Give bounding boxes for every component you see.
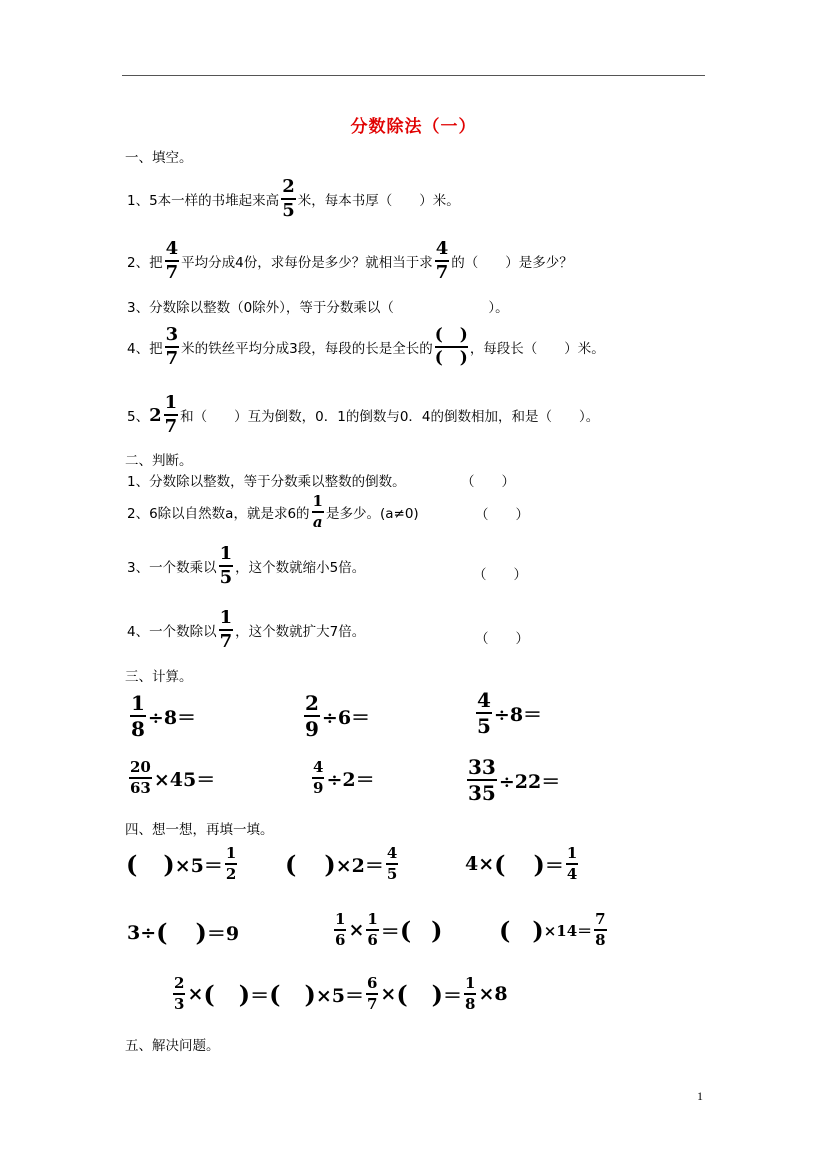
s1-question-4: 4、把 $\frac{3}{7}$ 米的铁丝平均分成3段，每段的长是全长的 $\frac{( )}{( )}$ ，每段长（ ）米。 xyxy=(127,324,605,369)
page-title: 分数除法（一） xyxy=(350,117,477,137)
fraction: $\frac{3}{7}$ xyxy=(165,324,179,369)
section5-heading: 五、解决问题。 xyxy=(125,1038,220,1054)
page-number: 1 xyxy=(697,1089,703,1103)
fraction: $\frac{1}{7}$ xyxy=(219,607,233,652)
fraction: $\frac{1}{a}$ xyxy=(312,492,323,531)
fraction: $\frac{4}{7}$ xyxy=(165,238,179,283)
section3-heading: 三、计算。 xyxy=(125,669,193,685)
fraction: $\frac{4}{7}$ xyxy=(435,238,449,283)
s2-question-3: 3、一个数乘以 $\frac{1}{5}$ ，这个数就缩小5倍。 xyxy=(127,543,366,588)
s1-question-5: 5、 2 $\frac{1}{7}$ 和（ ）互为倒数，0．1的倒数与0．4的倒数相加，和是（ ）。 xyxy=(127,392,600,437)
fraction: $\frac{1}{5}$ xyxy=(219,543,233,588)
s2-question-2: 2、6除以自然数a，就是求6的 $\frac{1}{a}$ 是多少。(a≠0) xyxy=(127,492,419,531)
s2-q4-mark: （ ） xyxy=(475,631,529,647)
blank-fraction: $\frac{( )}{( )}$ xyxy=(434,325,468,368)
fill-3: 4× ( ) ＝ $\frac{1}{4}$ xyxy=(465,844,578,883)
calc-6: $\frac{33}{35}$ ÷22＝ xyxy=(468,755,561,805)
s1-question-2: 2、把 $\frac{4}{7}$ 平均分成4份，求每份是多少？就相当于求 $\frac{4}{7}$ 的（ ）是多少？ xyxy=(127,238,573,283)
s1-question-1: 1、5本一样的书堆起来高 $\frac{2}{5}$ 米，每本书厚（ ）米。 xyxy=(127,176,460,221)
calc-2: $\frac{2}{9}$ ÷6＝ xyxy=(305,691,371,741)
section4-heading: 四、想一想，再填一填。 xyxy=(125,822,274,838)
fill-1: ( ) ×5＝ $\frac{1}{2}$ xyxy=(126,844,237,883)
fraction: $\frac{1}{7}$ xyxy=(164,392,178,437)
fill-4: 3÷ ( ) ＝9 xyxy=(127,918,240,947)
s2-question-1: 1、分数除以整数，等于分数乘以整数的倒数。 xyxy=(127,474,406,490)
fill-5: $\frac{1}{6}$ × $\frac{1}{6}$ ＝ ( ) xyxy=(335,910,443,949)
fill-7: $\frac{2}{3}$ × ( ) ＝ ( ) ×5＝ $\frac{6}{7}$ × ( ) ＝ $\frac{1}{8}$ ×8 xyxy=(174,974,508,1013)
s1-question-3: 3、分数除以整数（0除外），等于分数乘以（ ）。 xyxy=(127,300,509,316)
s2-q3-mark: （ ） xyxy=(473,567,527,583)
calc-1: $\frac{1}{8}$ ÷8＝ xyxy=(131,691,197,741)
fraction: $\frac{2}{5}$ xyxy=(282,176,295,221)
fill-6: ( ) ×14＝ $\frac{7}{8}$ xyxy=(499,910,606,949)
s2-question-4: 4、一个数除以 $\frac{1}{7}$ ，这个数就扩大7倍。 xyxy=(127,607,366,652)
s2-q1-mark: （ ） xyxy=(461,474,515,490)
calc-5: $\frac{4}{9}$ ÷2＝ xyxy=(313,758,375,797)
calc-4: $\frac{20}{63}$ ×45＝ xyxy=(130,758,216,797)
fill-2: ( ) ×2＝ $\frac{4}{5}$ xyxy=(285,844,398,883)
section1-heading: 一、填空。 xyxy=(125,150,193,166)
s2-q2-mark: （ ） xyxy=(475,507,529,523)
calc-3: $\frac{4}{5}$ ÷8＝ xyxy=(477,688,543,738)
header-rule xyxy=(122,75,705,76)
section2-heading: 二、判断。 xyxy=(125,453,193,469)
